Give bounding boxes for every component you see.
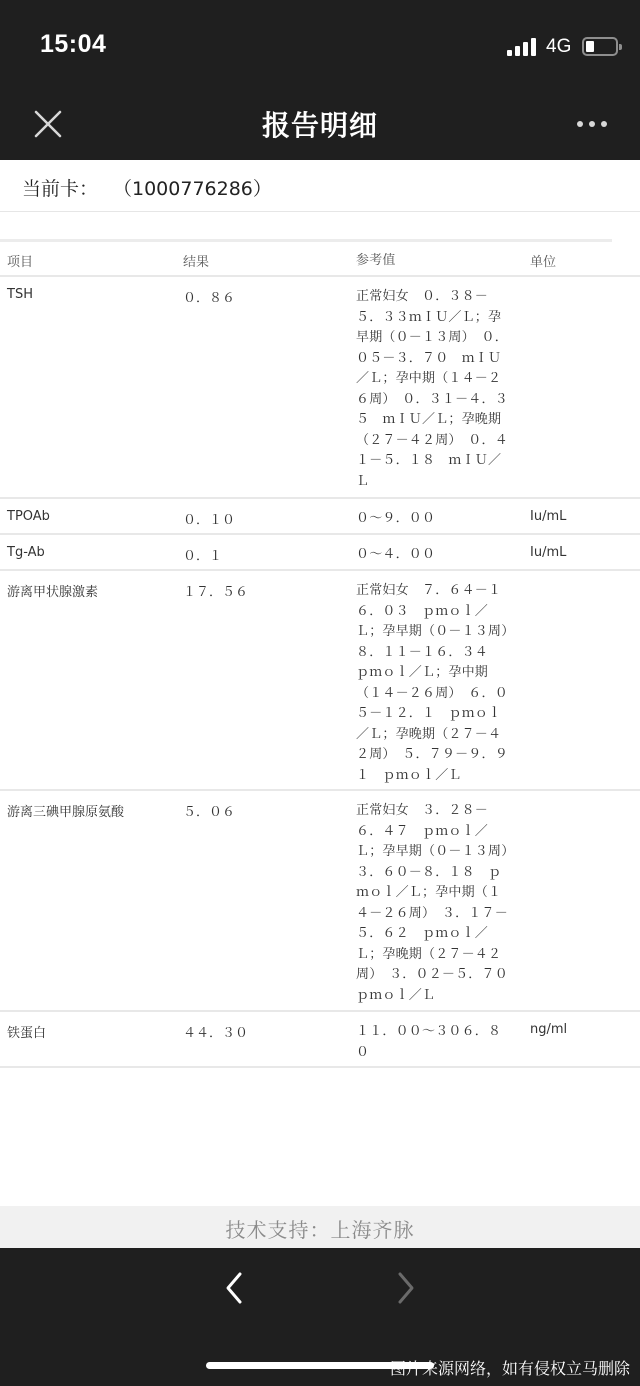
- row-item: 游离三碘甲腺原氨酸: [7, 805, 125, 820]
- row-unit: Iu/mL: [530, 509, 567, 524]
- row-reference: 正常妇女 ７．６４－１６．０３ ｐｍｏｌ／Ｌ；孕早期（０－１３周） ８．１１－１６．３４ ｐｍｏｌ／Ｌ；孕中期（１４－２６周） ６．０５－１２．１ ｐｍｏｌ／Ｌ；孕晚期（２７－４２周） ５．７９－９．９１ ｐｍｏｌ／Ｌ: [356, 583, 522, 783]
- table-row: [0, 791, 640, 1012]
- row-result: １７．５６: [183, 585, 249, 600]
- table-row: [0, 277, 640, 499]
- row-item: Tg-Ab: [7, 545, 45, 560]
- header-unit: 单位: [530, 255, 557, 270]
- row-result: ０．１: [183, 549, 223, 564]
- row-result: ０．１０: [183, 513, 236, 528]
- back-button[interactable]: [212, 1268, 256, 1308]
- chevron-right-icon: [384, 1268, 428, 1308]
- nav-bar: [0, 88, 640, 160]
- chevron-left-icon: [212, 1268, 256, 1308]
- forward-button[interactable]: [384, 1268, 428, 1308]
- report-table: [0, 242, 640, 1068]
- current-card-row: [0, 160, 640, 212]
- signal-icon: [507, 38, 539, 56]
- network-type: 4G: [546, 36, 572, 57]
- row-result: ０．８６: [183, 291, 236, 306]
- row-reference: 正常妇女 ３．２８－６．４７ ｐｍｏｌ／Ｌ；孕早期（０－１３周）３．６０－８．１８ ｐｍｏｌ／Ｌ；孕中期（１４－２６周） ３．１７－５．６２ ｐｍｏｌ／Ｌ；孕晚期（２７－４２周） ３．０２－５．７０ ｐｍｏｌ／Ｌ: [356, 803, 522, 1003]
- header-reference: 参考值: [356, 253, 396, 268]
- status-time: 15:04: [40, 30, 107, 58]
- battery-icon: [582, 37, 618, 56]
- row-reference: １１．００～３０６．８０: [356, 1024, 502, 1060]
- footer: [0, 1206, 640, 1248]
- table-row: [0, 1012, 640, 1068]
- row-item: 铁蛋白: [7, 1026, 47, 1041]
- row-item: 游离甲状腺激素: [7, 585, 99, 600]
- row-result: ４４．３０: [183, 1026, 249, 1041]
- row-unit: ng/ml: [530, 1022, 568, 1037]
- table-row: [0, 499, 640, 535]
- header-item: 项目: [7, 255, 34, 270]
- current-card-label: 当前卡：: [22, 178, 99, 200]
- header-result: 结果: [183, 255, 210, 270]
- table-header: [0, 242, 640, 277]
- row-unit: Iu/mL: [530, 545, 567, 560]
- current-card-number: （1000776286）: [113, 178, 272, 200]
- row-reference: 正常妇女 ０．３８－５．３３ｍＩＵ／Ｌ；孕早期（０－１３周） ０．０５－３．７０ ｍＩＵ／Ｌ；孕中期（１４－２６周） ０．３１－４．３５ ｍＩＵ／Ｌ；孕晚期（２７－４２周） ０．４１－５．１８ ｍＩＵ／Ｌ: [356, 289, 508, 489]
- watermark-text: 图片来源网络，如有侵权立马删除: [389, 1359, 630, 1378]
- more-button[interactable]: [568, 108, 616, 138]
- row-reference: ０～４．００: [356, 547, 436, 562]
- tech-support-text: 技术支持：上海齐脉: [225, 1218, 415, 1242]
- row-item: TSH: [7, 287, 33, 302]
- table-row: [0, 571, 640, 791]
- row-result: ５．０６: [183, 805, 236, 820]
- page-title: 报告明细: [261, 109, 378, 142]
- status-bar: [0, 0, 640, 88]
- row-reference: ０～９．００: [356, 511, 436, 526]
- table-row: [0, 535, 640, 571]
- row-item: TPOAb: [7, 509, 50, 524]
